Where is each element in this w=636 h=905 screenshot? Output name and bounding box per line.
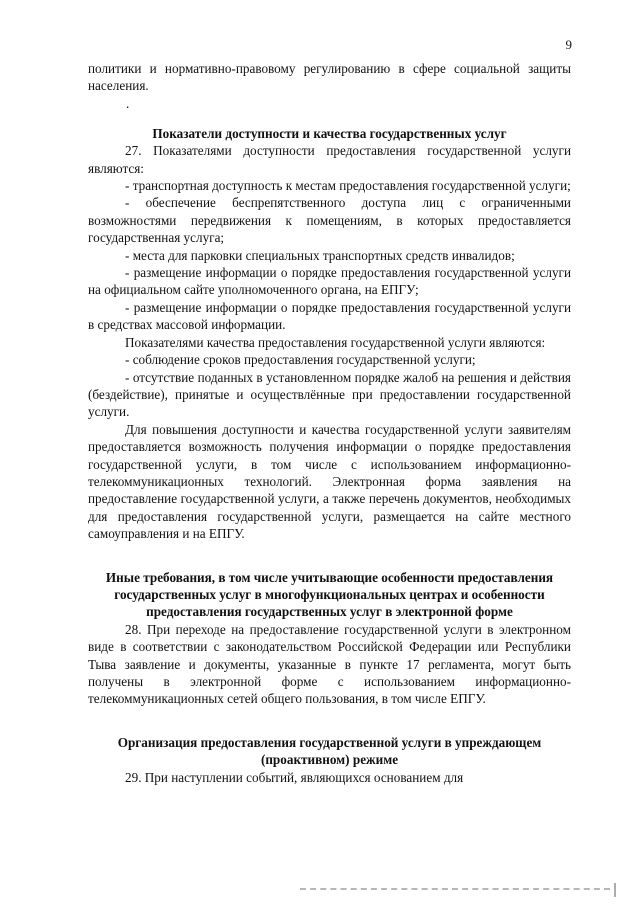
document-body bbox=[88, 60, 571, 786]
scan-artifact-corner bbox=[614, 883, 616, 897]
paragraph: 28. При переходе на предоставление государственной услуги в электронном виде в соответствии с законодательством Российской Федерации или Республики Тыва заявление и документы, указанные в пункте 17 регламента, могут быть получены в электронной форме с использованием информационно-телекоммуникационных сетей общего пользования, в том числе ЕПГУ. bbox=[88, 621, 571, 707]
list-item: - места для парковки специальных транспортных средств инвалидов; bbox=[125, 247, 515, 263]
scan-artifact-line bbox=[300, 888, 610, 894]
list-item: - размещение информации о порядке предоставления государственной услуги в средствах массовой информации. bbox=[88, 299, 571, 333]
page-number: 9 bbox=[565, 37, 572, 52]
paragraph: политики и нормативно-правовому регулированию в сфере социальной защиты населения. bbox=[88, 61, 571, 94]
list-item: - транспортная доступность к местам предоставления государственной услуги; bbox=[125, 178, 571, 194]
list-item: - отсутствие поданных в установленном порядке жалоб на решения и действия (бездействие), принятые и осуществлённые при предоставлении государственной услуги. bbox=[88, 369, 571, 420]
section-heading: Иные требования, в том числе учитывающие особенности предоставления государственных услуг в многофункциональных центрах и особенности предоставления государственных услуг в электронной форме bbox=[105, 569, 554, 620]
list-item: - размещение информации о порядке предоставления государственной услуги на официальном сайте уполномоченного органа, на ЕПГУ; bbox=[88, 265, 571, 298]
paragraph: Для повышения доступности и качества государственной услуги заявителям предоставляется возможность получения информации о порядке предоставления государственной услуги, в том числе с использованием информационно-телекоммуникационных технологий. Электронная форма заявления на предоставление государственной услуги, а также перечень документов, необходимых для предоставления государственной услуги, размещается на сайте местного самоуправления и на ЕПГУ. bbox=[88, 421, 571, 542]
list-item: - обеспечение беспрепятственного доступа лиц с ограниченными возможностями передвижения к помещениям, в которых предоставляется государственная услуга; bbox=[88, 195, 571, 246]
list-item: - соблюдение сроков предоставления государственной услуги; bbox=[125, 352, 476, 368]
paragraph: 27. Показателями доступности предоставления государственной услуги являются: bbox=[88, 143, 571, 176]
stray-mark: . bbox=[126, 95, 130, 111]
section-heading: Организация предоставления государственной услуги в упреждающем (проактивном) режиме bbox=[117, 734, 542, 768]
paragraph: 29. При наступлении событий, являющихся основанием для bbox=[125, 769, 464, 785]
section-heading: Показатели доступности и качества государственных услуг bbox=[152, 125, 507, 141]
paragraph: Показателями качества предоставления государственной услуги являются: bbox=[125, 334, 546, 350]
